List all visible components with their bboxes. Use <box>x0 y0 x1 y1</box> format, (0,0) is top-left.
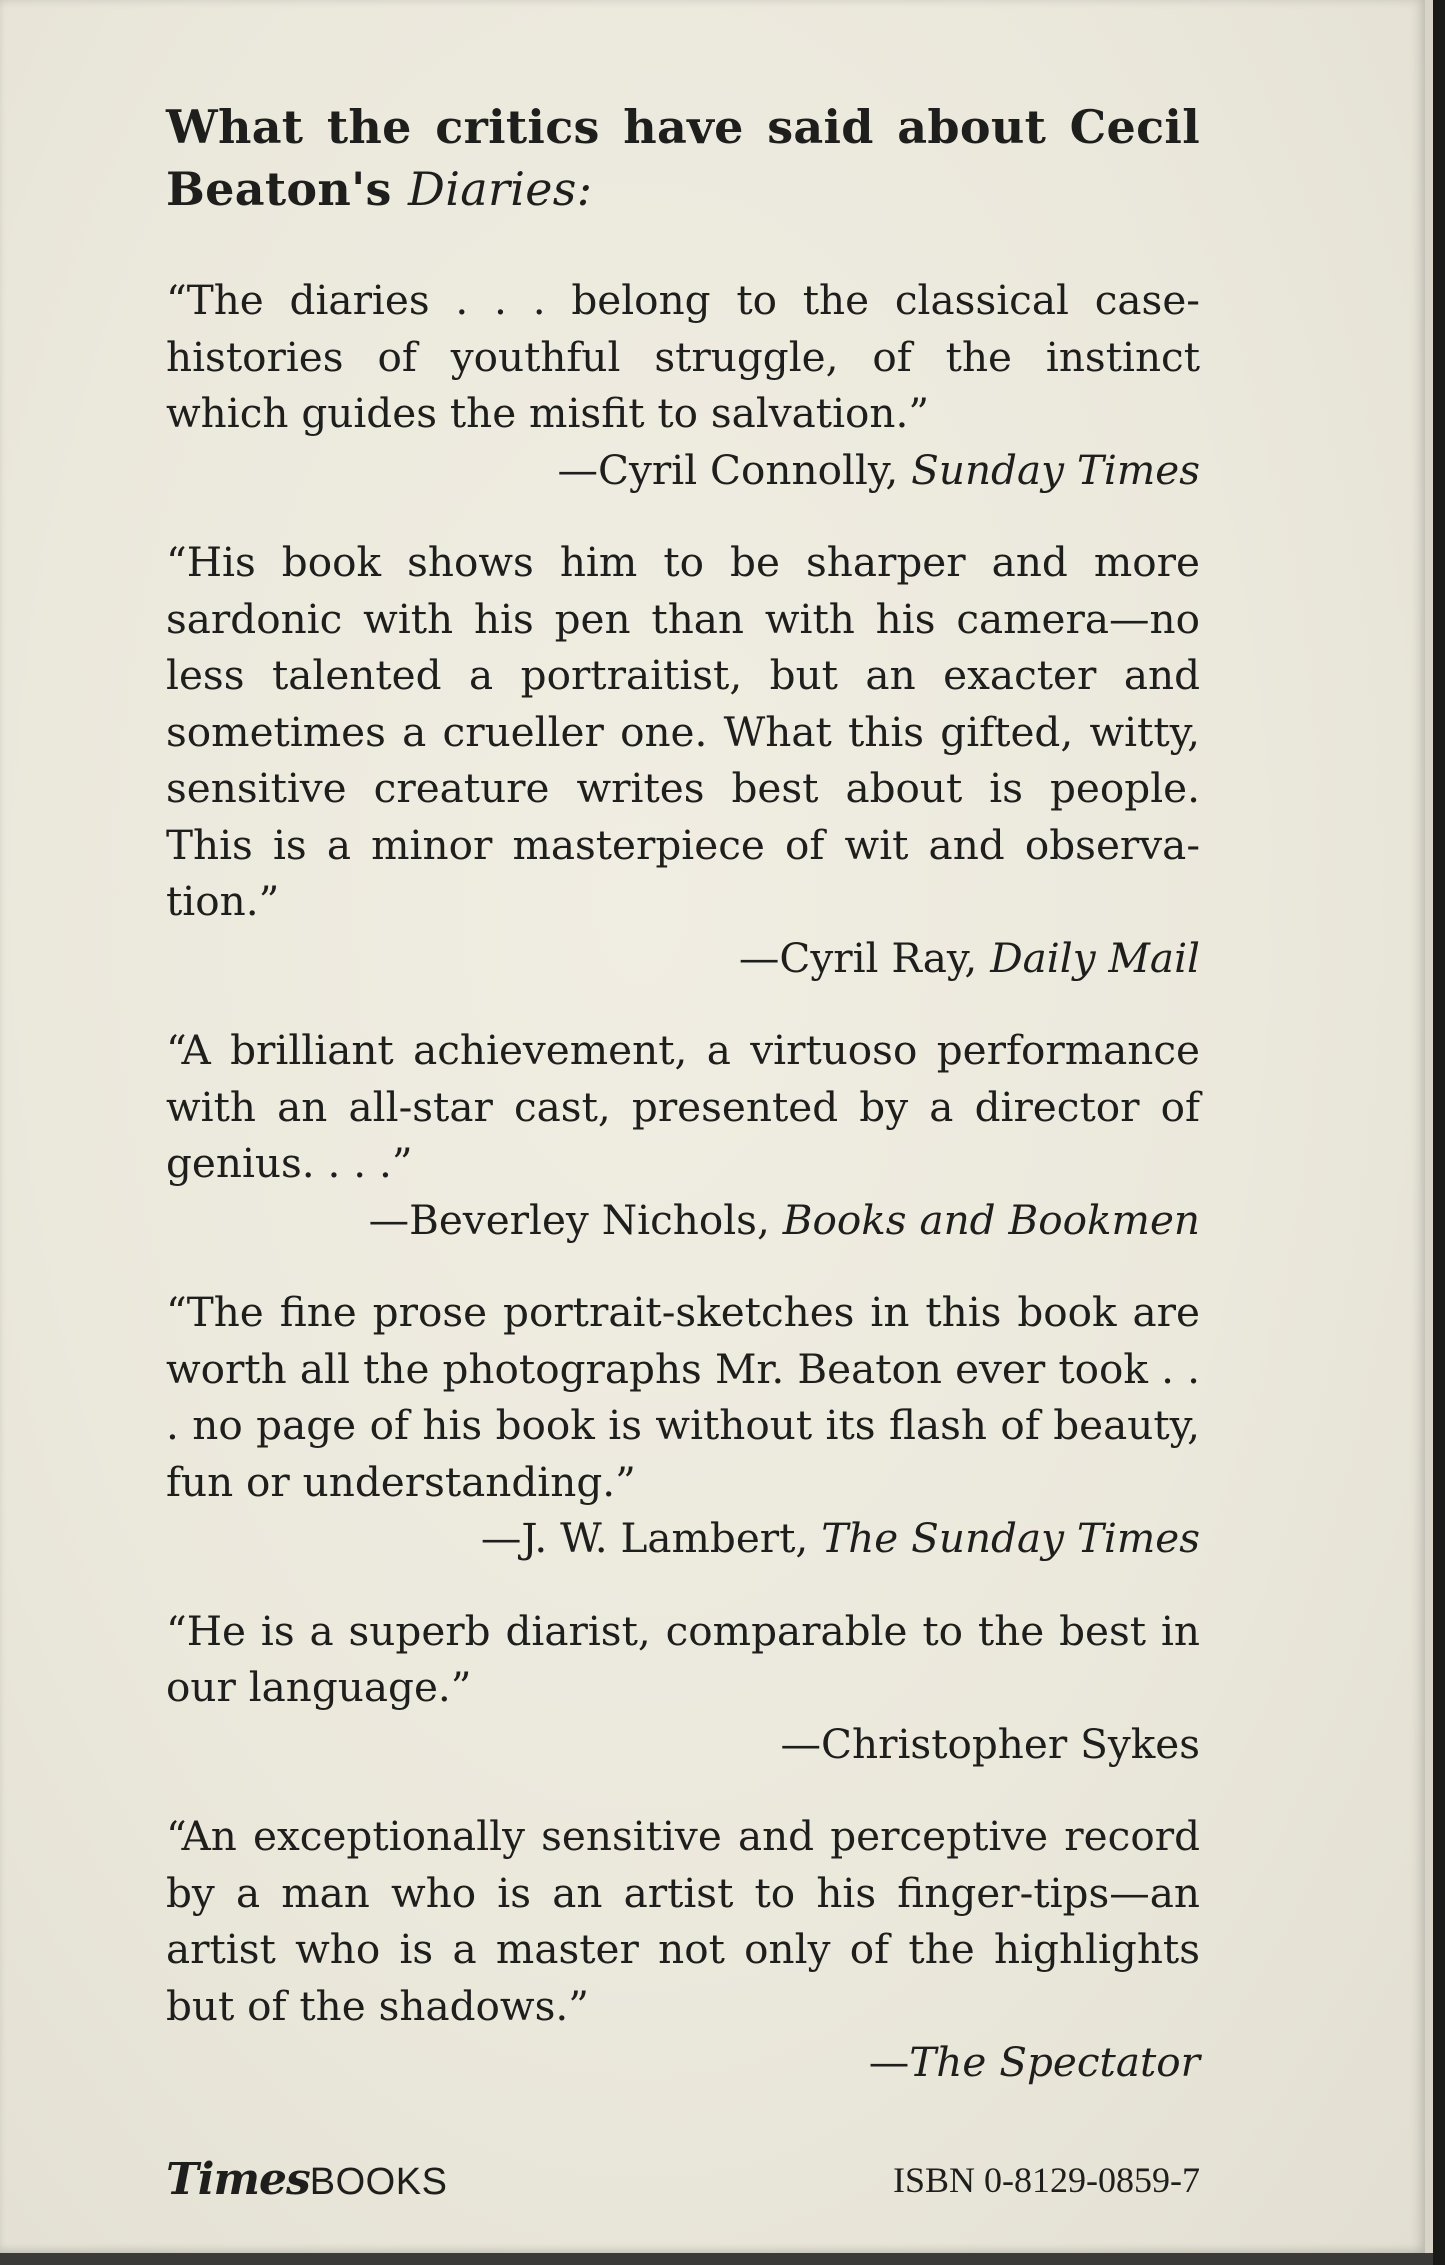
cover-footer <box>166 2150 1200 2210</box>
review-content <box>166 96 1200 2127</box>
cover-edge <box>1433 0 1445 2265</box>
review-2 <box>166 534 1200 986</box>
logo-books: BOOKS <box>309 2161 448 2203</box>
review-author: —Cyril Connolly, <box>557 445 912 494</box>
review-publication: Daily Mail <box>990 933 1200 982</box>
review-quote: “An exceptionally sensitive and perceptive record by a man who is an artist to his finger-tips—an artist who is a master not only of the highlights but of the shadows.” <box>166 1812 1200 2030</box>
review-author: —J. W. Lambert, <box>480 1514 822 1562</box>
review-publication: The Spectator <box>909 2038 1200 2086</box>
review-author: — <box>868 2038 910 2086</box>
isbn-number: ISBN 0-8129-0859-7 <box>893 2160 1200 2200</box>
review-quote: “The diaries . . . belong to the classical case-histories of youthful struggle, of the instinct which guides the misfit to salvation.” <box>166 276 1200 437</box>
review-quote: “The fine prose portrait-sketches in this book are worth all the photographs Mr. Beaton ever took . . . no page of his book is without its flash of beauty, fun or understanding.” <box>166 1288 1200 1506</box>
review-publication: Sunday Times <box>911 445 1200 494</box>
review-6 <box>166 1808 1200 2091</box>
review-publication: The Sunday Times <box>821 1514 1200 1562</box>
review-5 <box>166 1603 1200 1773</box>
critics-heading <box>166 96 1200 220</box>
review-quote: “His book shows him to be sharper and more sardonic with his pen than with his camera—no less talented a portraitist, but an exacter and sometimes a crueller one. What this gifted, witty, sensitive creature writes best about is people. This is a minor masterpiece of wit and observation.” <box>166 538 1200 925</box>
review-quote: “He is a superb diarist, comparable to the best in our language.” <box>166 1606 1200 1711</box>
review-attribution <box>166 1510 1200 1567</box>
logo-times: Times <box>166 2154 310 2205</box>
heading-title: Diaries: <box>408 162 593 216</box>
review-attribution <box>166 1192 1200 1249</box>
times-books-logo <box>166 2150 447 2212</box>
review-3 <box>166 1022 1200 1248</box>
review-attribution <box>166 442 1200 499</box>
review-quote: “A brilliant achievement, a virtuoso performance with an all-star cast, presented by a director of genius. . . .” <box>166 1026 1200 1187</box>
review-publication: Books and Bookmen <box>782 1195 1200 1244</box>
review-attribution <box>166 930 1200 987</box>
review-author: —Cyril Ray, <box>738 933 991 982</box>
review-1 <box>166 272 1200 498</box>
review-attribution <box>166 2034 1200 2091</box>
review-author: —Beverley Nichols, <box>368 1195 783 1244</box>
review-4 <box>166 1284 1200 1567</box>
heading-text: What the critics have said about Cecil Beaton's <box>166 100 1200 216</box>
review-attribution <box>166 1716 1200 1773</box>
review-author: —Christopher Sykes <box>780 1719 1200 1768</box>
